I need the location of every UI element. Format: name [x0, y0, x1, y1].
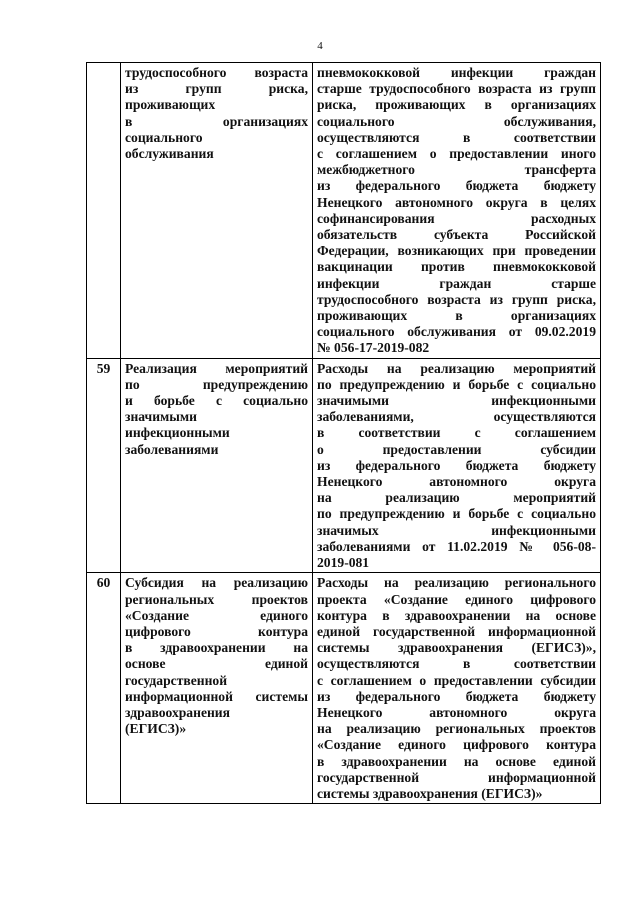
measure-name-line: проживающих: [125, 97, 216, 113]
measure-name-line: и борьбе с социально: [125, 393, 308, 409]
expenditure-description-line: № 056-17-2019-082: [317, 340, 430, 356]
measure-name-line: цифрового контура: [125, 623, 308, 639]
expenditure-description-line: Расходы на реализацию регионального: [317, 575, 596, 591]
expenditure-description-line: инфекции граждан старше: [317, 275, 596, 291]
expenditure-description-line: с соглашением о предоставлении субсидии: [317, 672, 596, 688]
expenditure-description-line: о предоставлении субсидии: [317, 441, 596, 457]
measure-name-line: Реализация мероприятий: [125, 360, 308, 376]
expenditure-description-line: вакцинации против пневмококковой: [317, 259, 596, 275]
measure-name-line: инфекционными: [125, 425, 230, 441]
expenditure-description-line: системы здравоохранения (ЕГИСЗ)»,: [317, 640, 596, 656]
measure-name-line: государственной: [125, 672, 228, 688]
expenditure-description-line: социального обслуживания,: [317, 113, 596, 129]
expenditure-description-line: из федерального бюджета бюджету: [317, 688, 596, 704]
table-row: [87, 358, 601, 573]
measure-name-cell: [121, 63, 313, 359]
measure-name-cell: [121, 358, 313, 573]
expenditure-description-line: осуществляются в соответствии: [317, 656, 596, 672]
expenditure-description-line: на реализацию мероприятий: [317, 490, 596, 506]
table-row: [87, 63, 601, 359]
expenditure-description-line: социального обслуживания от 09.02.2019: [317, 324, 596, 340]
measure-name-line: «Создание единого: [125, 607, 308, 623]
expenditure-description-line: проживающих в организациях: [317, 308, 596, 324]
expenditure-description-line: в здравоохранении на основе единой: [317, 753, 596, 769]
expenditure-table: [86, 62, 601, 804]
expenditure-description-line: 2019-081: [317, 555, 370, 571]
measure-name-line: в здравоохранении на: [125, 640, 308, 656]
expenditure-description-line: значимых инфекционными: [317, 522, 596, 538]
measure-name-line: заболеваниями: [125, 441, 219, 457]
measure-name-line: трудоспособного возраста: [125, 65, 308, 80]
expenditure-description-line: риска, проживающих в организациях: [317, 97, 596, 113]
expenditure-description-line: заболеваниями от 11.02.2019 № 056-08-: [317, 538, 596, 554]
expenditure-description-line: Ненецкого автономного округа в целях: [317, 194, 596, 210]
measure-name-line: по предупреждению: [125, 376, 308, 392]
expenditure-description-line: единой государственной информационной: [317, 623, 596, 639]
expenditure-description-line: из федерального бюджета бюджету: [317, 457, 596, 473]
expenditure-description-line: Ненецкого автономного округа: [317, 704, 596, 720]
expenditure-description-line: проекта «Создание единого цифрового: [317, 591, 596, 607]
expenditure-description-line: заболеваниями, осуществляются: [317, 409, 596, 425]
measure-name-line: Субсидия на реализацию: [125, 575, 308, 591]
expenditure-description-line: Федерации, возникающих при проведении: [317, 243, 596, 259]
expenditure-description-line: «Создание единого цифрового контура: [317, 737, 596, 753]
page-number: 4: [317, 40, 323, 52]
expenditure-description-cell: [313, 573, 601, 804]
row-number: 59: [87, 358, 121, 573]
measure-name-cell: [121, 573, 313, 804]
expenditure-description-line: системы здравоохранения (ЕГИСЗ)»: [317, 785, 543, 801]
row-number: 60: [87, 573, 121, 804]
expenditure-description-line: по предупреждению и борьбе с социально: [317, 506, 596, 522]
measure-name-line: в организациях: [125, 113, 308, 129]
measure-name-line: региональных проектов: [125, 591, 308, 607]
measure-name-line: обслуживания: [125, 146, 214, 162]
measure-name-line: основе единой: [125, 656, 308, 672]
measure-name-line: (ЕГИСЗ)»: [125, 721, 187, 737]
expenditure-description-line: софинансирования расходных: [317, 210, 596, 226]
expenditure-description-line: с соглашением о предоставлении иного: [317, 146, 596, 162]
expenditure-description-line: контура в здравоохранении на основе: [317, 607, 596, 623]
expenditure-description-line: осуществляются в соответствии: [317, 129, 596, 145]
measure-name-line: здравоохранения: [125, 704, 230, 720]
expenditure-description-line: Ненецкого автономного округа: [317, 474, 596, 490]
expenditure-description-cell: [313, 63, 601, 359]
expenditure-description-line: государственной информационной: [317, 769, 596, 785]
expenditure-description-line: старше трудоспособного возраста из групп: [317, 81, 596, 97]
measure-name-line: социального: [125, 129, 203, 145]
row-number: [87, 63, 121, 359]
expenditure-description-line: обязательств субъекта Российской: [317, 227, 596, 243]
expenditure-description-line: на реализацию региональных проектов: [317, 721, 596, 737]
expenditure-description-line: из федерального бюджета бюджету: [317, 178, 596, 194]
expenditure-description-line: по предупреждению и борьбе с социально: [317, 376, 596, 392]
measure-name-line: значимыми: [125, 409, 198, 425]
expenditure-description-cell: [313, 358, 601, 573]
table-row: [87, 573, 601, 804]
expenditure-description-line: Расходы на реализацию мероприятий: [317, 360, 596, 376]
expenditure-description-line: межбюджетного трансферта: [317, 162, 596, 178]
expenditure-description-line: в соответствии с соглашением: [317, 425, 596, 441]
expenditure-description-line: значимыми инфекционными: [317, 393, 596, 409]
measure-name-line: информационной системы: [125, 688, 308, 704]
expenditure-description-line: пневмококковой инфекции граждан: [317, 65, 596, 80]
expenditure-description-line: трудоспособного возраста из групп риска,: [317, 291, 596, 307]
measure-name-line: из групп риска,: [125, 81, 308, 97]
